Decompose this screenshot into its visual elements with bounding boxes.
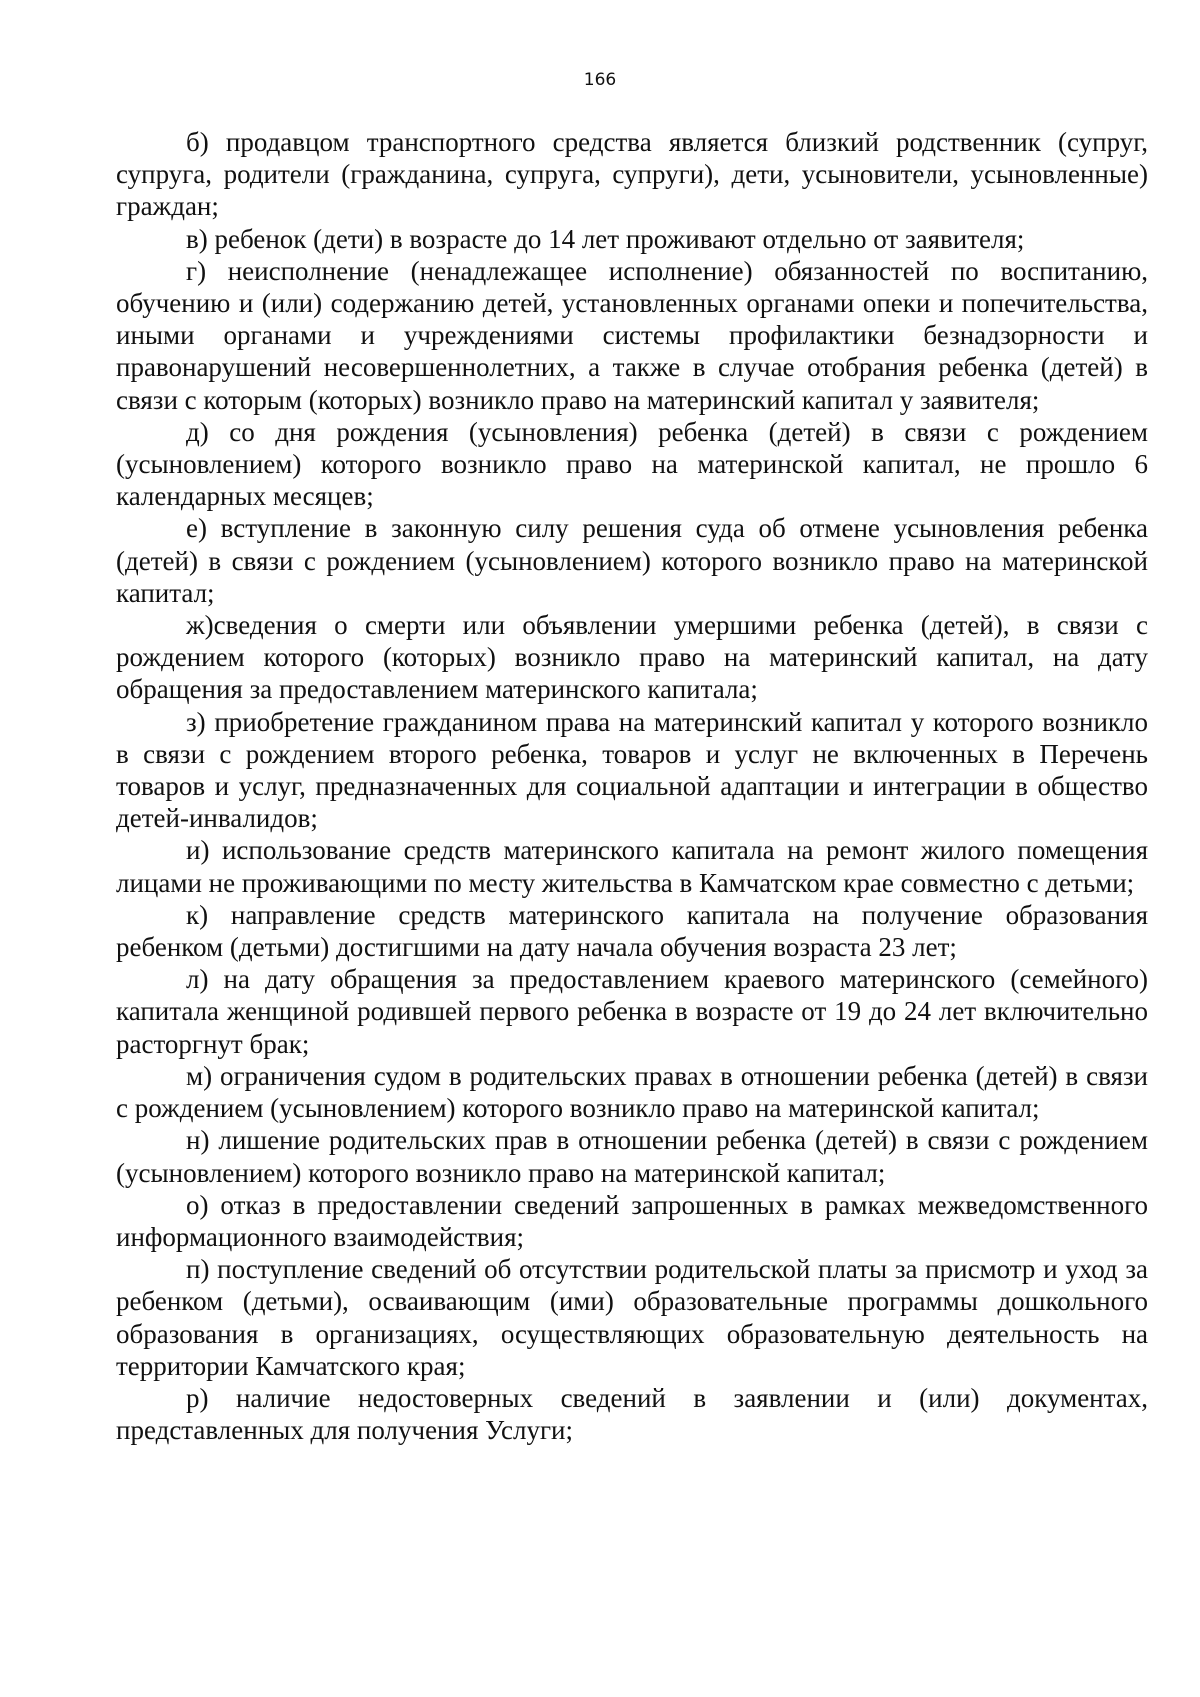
paragraph-g: г) неисполнение (ненадлежащее исполнение) обязанностей по воспитанию, обучению и (или) содержанию детей, установленных органами опеки и попечительства, иными органами и учреждениями системы профилактики безнадзорности и правонарушений несовершеннолетних, а также в случае отобрания ребенка (детей) в связи с которым (которых) возникло право на материнский капитал у заявителя; xyxy=(116,255,1148,415)
paragraph-o: о) отказ в предоставлении сведений запрошенных в рамках межведомственного информационного взаимодействия; xyxy=(116,1189,1148,1252)
paragraph-zh: ж)сведения о смерти или объявлении умершими ребенка (детей), в связи с рождением которого (которых) возникло право на материнский капитал, на дату обращения за предоставлением материнского капитала; xyxy=(116,610,1148,705)
document-body xyxy=(116,126,1148,1446)
paragraph-m: м) ограничения судом в родительских правах в отношении ребенка (детей) в связи с рождением (усыновлением) которого возникло право на материнской капитал; xyxy=(116,1060,1148,1124)
paragraph-n: н) лишение родительских прав в отношении ребенка (детей) в связи с рождением (усыновлением) которого возникло право на материнской капитал; xyxy=(116,1125,1148,1188)
paragraph-v: в) ребенок (дети) в возрасте до 14 лет проживают отдельно от заявителя; xyxy=(186,223,1025,254)
paragraph-e: е) вступление в законную силу решения суда об отмене усыновления ребенка (детей) в связи с рождением (усыновлением) которого возникло право на материнской капитал; xyxy=(116,513,1148,608)
page-number: 166 xyxy=(583,70,617,90)
paragraph-k: к) направление средств материнского капитала на получение образования ребенком (детьми) достигшими на дату начала обучения возраста 23 лет; xyxy=(116,899,1148,963)
paragraph-l: л) на дату обращения за предоставлением краевого материнского (семейного) капитала женщиной родившей первого ребенка в возрасте от 19 до 24 лет включительно расторгнут брак; xyxy=(116,964,1148,1059)
paragraph-p: п) поступление сведений об отсутствии родительской платы за присмотр и уход за ребенком (детьми), осваивающим (ими) образовательные программы дошкольного образования в организациях, осуществляющих образовательную деятельность на территории Камчатского края; xyxy=(116,1254,1148,1381)
paragraph-z: з) приобретение гражданином права на материнский капитал у которого возникло в связи с рождением второго ребенка, товаров и услуг не включенных в Перечень товаров и услуг, предназначенных для социальной адаптации и интеграции в общество детей-инвалидов; xyxy=(116,706,1148,834)
paragraph-r: р) наличие недостоверных сведений в заявлении и (или) документах, представленных для получения Услуги; xyxy=(116,1382,1148,1446)
paragraph-d: д) со дня рождения (усыновления) ребенка (детей) в связи с рождением (усыновлением) которого возникло право на материнской капитал, не прошло 6 календарных месяцев; xyxy=(116,416,1148,512)
paragraph-i: и) использование средств материнского капитала на ремонт жилого помещения лицами не проживающими по месту жительства в Камчатском крае совместно с детьми; xyxy=(116,835,1148,898)
paragraph-b: б) продавцом транспортного средства является близкий родственник (супруг, супруга, родители (гражданина, супруга, супруги), дети, усыновители, усыновленные) граждан; xyxy=(116,127,1148,222)
